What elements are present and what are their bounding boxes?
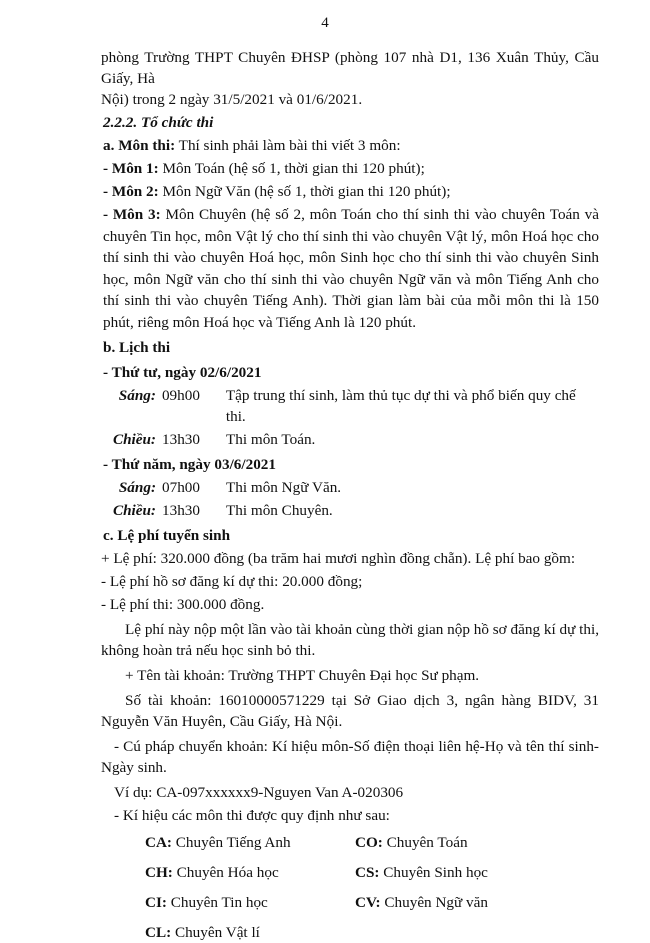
intro-line-1: phòng Trường THPT Chuyên ĐHSP (phòng 107 nhà D1, 136 Xuân Thủy, Cầu Giấy, Hà (101, 49, 599, 87)
mon-2-label: - Môn 2: (103, 183, 159, 200)
mon-3 (101, 204, 599, 333)
mon-2 (101, 181, 599, 202)
code-name: Chuyên Tiếng Anh (172, 834, 291, 851)
code-label: CI: (145, 894, 167, 911)
session-period: Chiều: (112, 431, 156, 448)
code-name: Chuyên Vật lí (171, 924, 260, 941)
transfer-syntax (101, 736, 599, 778)
account-name: + Tên tài khoản: Trường THPT Chuyên Đại học Sư phạm. (125, 667, 480, 684)
session-time: 09h00 (161, 387, 200, 404)
subject-codes (145, 832, 599, 943)
mon-thi-intro (101, 135, 599, 156)
day-2-afternoon (101, 500, 599, 521)
document-body (101, 47, 599, 943)
lich-thi-heading: b. Lịch thi (103, 339, 171, 356)
mon-thi-text: Thí sinh phải làm bài thi viết 3 môn: (175, 137, 401, 154)
code-name: Chuyên Sinh học (379, 864, 488, 881)
mon-1-label: - Môn 1: (103, 160, 159, 177)
code-item (145, 832, 355, 853)
mon-3-text: Môn Chuyên (hệ số 2, môn Toán cho thí sinh thi vào chuyên Toán và chuyên Tin học, môn Vật lý cho thí sinh thi vào chuyên Vật lý, môn Hoá học cho thí sinh thi vào chuyên Hoá học, môn Sinh học cho thí sinh thi vào chuyên Sinh học, môn Ngữ văn cho thí sinh thi vào chuyên Ngữ văn và môn Tiếng Anh cho thí sinh thi vào chuyên Tiếng Anh). Thời gian làm bài của mỗi môn thi là 150 phút, riêng môn Hoá học và Tiếng Anh là 120 phút. (103, 206, 599, 331)
codes-intro: - Kí hiệu các môn thi được quy định như sau: (114, 807, 390, 824)
code-label: CO: (355, 834, 383, 851)
code-label: CL: (145, 924, 172, 941)
section-heading: 2.2.2. Tổ chức thi (103, 114, 214, 131)
session-period: Sáng: (118, 387, 156, 404)
code-label: CH: (145, 864, 173, 881)
day-1-afternoon (101, 429, 599, 450)
code-item (145, 892, 355, 913)
code-item (355, 862, 555, 883)
le-phi-total: + Lệ phí: 320.000 đồng (ba trăm hai mươi nghìn đồng chẵn). Lệ phí bao gồm: (101, 550, 576, 567)
code-item (145, 862, 355, 883)
code-name: Chuyên Toán (382, 834, 468, 851)
code-name: Chuyên Ngữ văn (380, 894, 488, 911)
session-activity: Thi môn Ngữ Văn. (226, 479, 342, 496)
session-time: 13h30 (162, 431, 200, 448)
le-phi-heading: c. Lệ phí tuyển sinh (103, 527, 231, 544)
mon-2-text: Môn Ngữ Văn (hệ số 1, thời gian thi 120 phút); (158, 183, 451, 200)
intro-paragraph (101, 47, 599, 110)
intro-line-2: Nội) trong 2 ngày 31/5/2021 và 01/6/2021. (101, 91, 363, 108)
session-activity: Tập trung thí sinh, làm thủ tục dự thi và phổ biến quy chế thi. (225, 387, 576, 425)
mon-1 (101, 158, 599, 179)
le-phi-note-text: Lệ phí này nộp một lần vào tài khoản cùng thời gian nộp hồ sơ đăng kí dự thi, không hoàn trả nếu học sinh bỏ thi. (101, 621, 599, 659)
code-label: CA: (145, 834, 172, 851)
le-phi-ho-so: - Lệ phí hồ sơ đăng kí dự thi: 20.000 đồng; (101, 573, 363, 590)
transfer-example: Ví dụ: CA-097xxxxxx9-Nguyen Van A-020306 (114, 784, 404, 801)
day-1-title: - Thứ tư, ngày 02/6/2021 (103, 364, 262, 381)
code-label: CV: (355, 894, 381, 911)
mon-thi-label: a. Môn thi: (103, 137, 176, 154)
account-number (101, 690, 599, 732)
day-1-morning (101, 385, 599, 427)
code-name: Chuyên Hóa học (172, 864, 279, 881)
code-name: Chuyên Tin học (166, 894, 268, 911)
mon-3-label: - Môn 3: (103, 206, 161, 223)
day-2-title: - Thứ năm, ngày 03/6/2021 (103, 456, 276, 473)
le-phi-thi: - Lệ phí thi: 300.000 đồng. (101, 596, 265, 613)
code-label: CS: (355, 864, 380, 881)
session-activity: Thi môn Chuyên. (226, 502, 333, 519)
le-phi-note (101, 619, 599, 661)
mon-1-text: Môn Toán (hệ số 1, thời gian thi 120 phút); (158, 160, 425, 177)
session-period: Chiều: (112, 502, 156, 519)
session-activity: Thi môn Toán. (226, 431, 316, 448)
session-period: Sáng: (118, 479, 156, 496)
day-2-morning (101, 477, 599, 498)
code-item (355, 832, 555, 853)
page-number: 4 (321, 15, 329, 31)
transfer-syntax-text: - Cú pháp chuyển khoản: Kí hiệu môn-Số điện thoại liên hệ-Họ và tên thí sinh-Ngày sinh. (101, 738, 599, 776)
session-time: 13h30 (162, 502, 200, 519)
code-item (145, 922, 355, 943)
code-item (355, 892, 555, 913)
session-time: 07h00 (162, 479, 200, 496)
account-number-text: Số tài khoản: 16010000571229 tại Sở Giao dịch 3, ngân hàng BIDV, 31 Nguyễn Văn Huyên, Cầu Giấy, Hà Nội. (101, 692, 599, 730)
